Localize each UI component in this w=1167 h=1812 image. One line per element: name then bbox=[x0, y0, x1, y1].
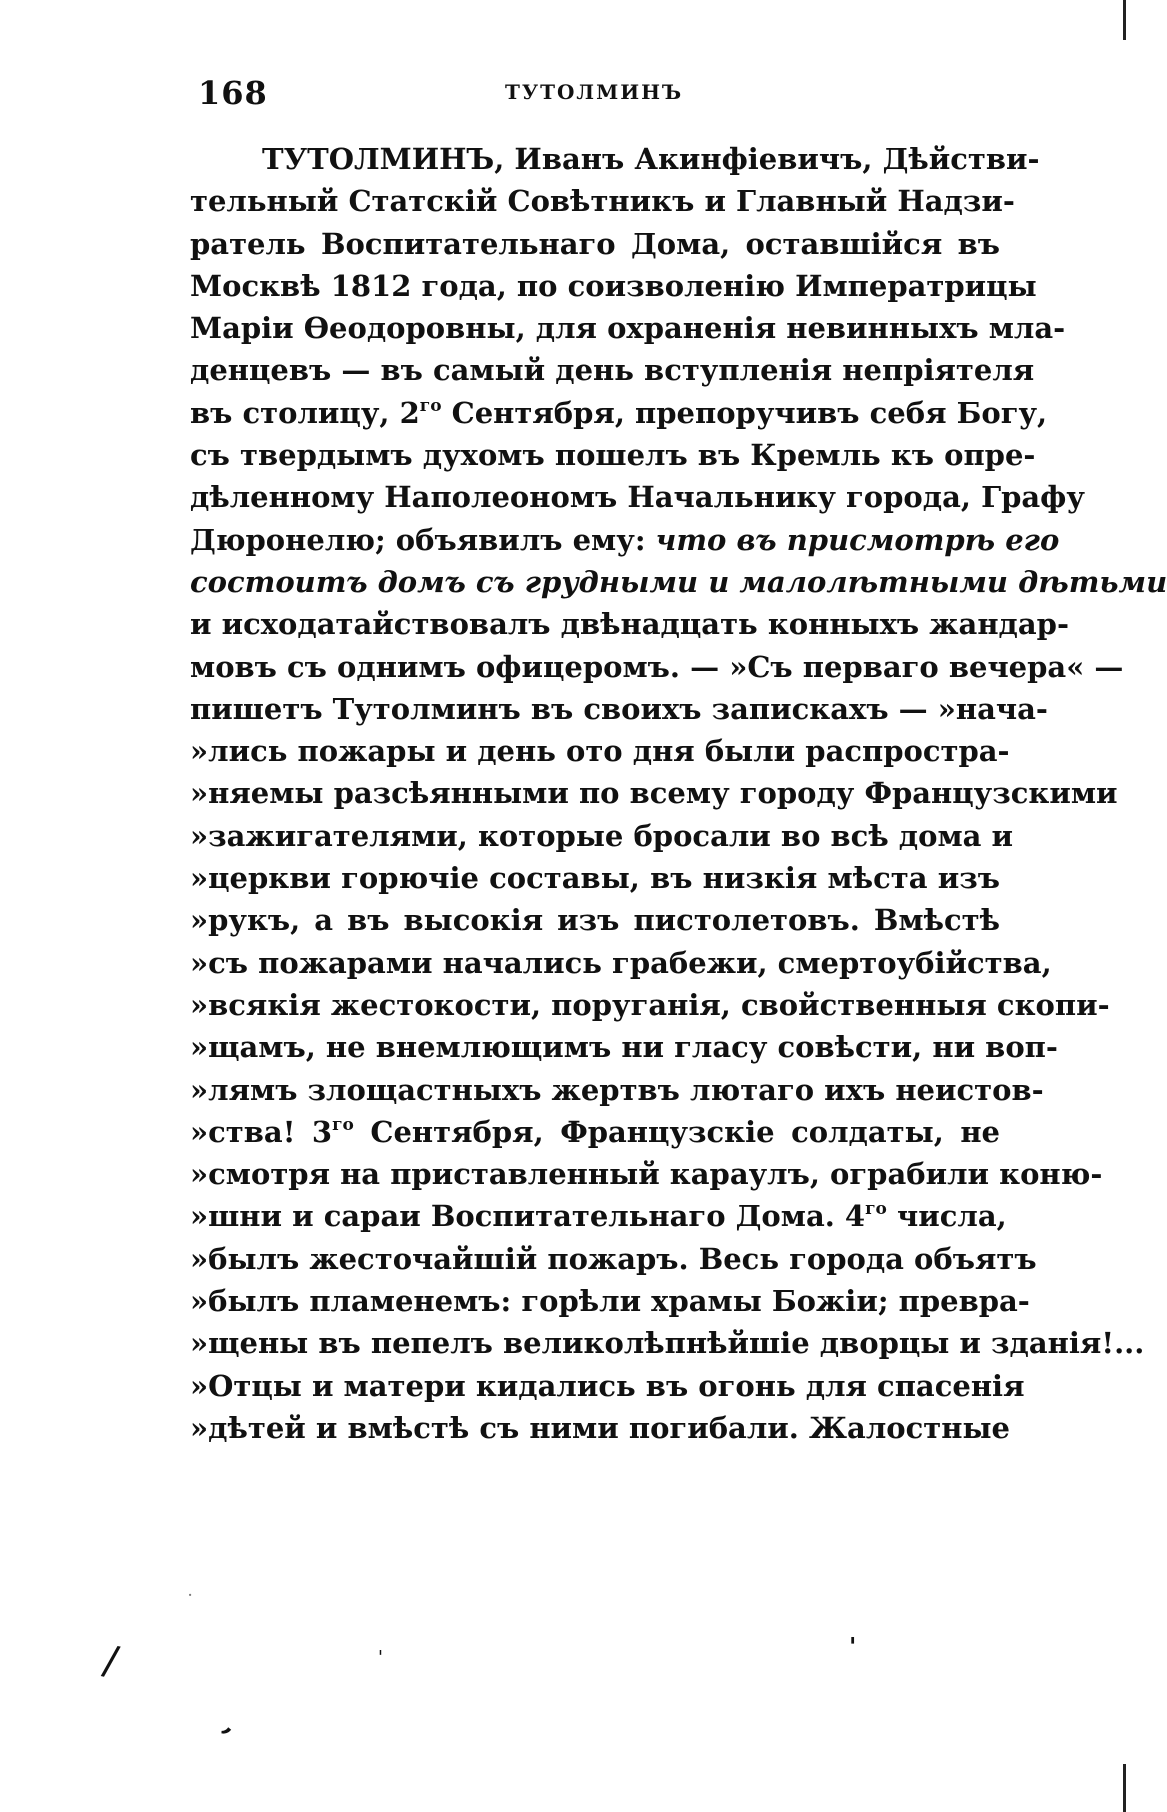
text-line: »былъ жесточайшій пожаръ. Весь города объятъ bbox=[190, 1241, 1037, 1276]
text-segment: числа, bbox=[886, 1199, 1007, 1234]
text-line bbox=[190, 1195, 1007, 1237]
text-segment: Сентября, Французскіе солдаты, не bbox=[353, 1114, 1000, 1149]
text-line-italic: состоитъ домъ съ грудными и малолѣтными дѣтьми bbox=[190, 564, 1167, 599]
text-line: »рукъ, а въ высокія изъ пистолетовъ. Вмѣстѣ bbox=[190, 903, 1000, 938]
text-segment: въ столицу, 2 bbox=[190, 395, 420, 430]
text-line: »няемы разсѣянными по всему городу Французскими bbox=[190, 776, 1118, 811]
text-line: »церкви горючіе составы, въ низкія мѣста изъ bbox=[190, 861, 1000, 896]
text-line: »щамъ, не внемлющимъ ни гласу совѣсти, ни воп- bbox=[190, 1030, 1058, 1065]
text-line: и исходатайствовалъ двѣнадцать конныхъ жандар- bbox=[190, 607, 1069, 642]
text-segment: Дюронелю; объявилъ ему: bbox=[190, 522, 646, 557]
text-line: »всякія жестокости, поруганія, свойственныя скопи- bbox=[190, 987, 1110, 1022]
text-line: ратель Воспитательнаго Дома, оставшійся въ bbox=[190, 226, 1000, 261]
text-line: »щены въ пепелъ великолѣпнѣйшіе дворцы и зданія!... bbox=[190, 1326, 1145, 1361]
superscript: го bbox=[332, 1114, 354, 1135]
text-line: съ твердымъ духомъ пошелъ въ Кремль къ опре- bbox=[190, 438, 1036, 473]
running-head: ТУТОЛМИНЪ bbox=[505, 80, 684, 104]
scan-mark-dot: ' bbox=[849, 1632, 857, 1661]
text-line: »смотря на приставленный караулъ, ограбили коню- bbox=[190, 1157, 1103, 1192]
text-segment: »ства! 3 bbox=[190, 1114, 333, 1149]
text-segment: Сентября, препоручивъ себя Богу, bbox=[441, 395, 1048, 430]
text-line: »лямъ злощастныхъ жертвъ лютаго ихъ неистов- bbox=[190, 1072, 1044, 1107]
text-line: »Отцы и матери кидались въ огонь для спасенія bbox=[190, 1368, 1025, 1403]
text-line bbox=[190, 519, 1060, 561]
text-line: пишетъ Тутолминъ въ своихъ запискахъ — »нача- bbox=[190, 691, 1048, 726]
scan-mark-slash: / bbox=[99, 1637, 123, 1685]
scan-mark-tick: ' bbox=[378, 1647, 383, 1668]
text-line: ТУТОЛМИНЪ, Иванъ Акинфіевичъ, Дѣйстви- bbox=[262, 142, 1040, 176]
body-text bbox=[190, 138, 1167, 1449]
text-line: »лись пожары и день ото дня были распростра- bbox=[190, 734, 1010, 769]
text-line: »съ пожарами начались грабежи, смертоубійства, bbox=[190, 945, 1052, 980]
text-line bbox=[190, 392, 1048, 434]
scan-mark-dot: , bbox=[218, 1708, 248, 1741]
text-line: »дѣтей и вмѣстѣ съ ними погибали. Жалостные bbox=[190, 1410, 1010, 1445]
page-number: 168 bbox=[198, 74, 268, 112]
text-line: мовъ съ однимъ офицеромъ. — »Съ перваго вечера« — bbox=[190, 649, 1124, 684]
text-line: »зажигателями, которые бросали во всѣ дома и bbox=[190, 818, 1014, 853]
text-line: дѣленному Наполеономъ Начальнику города, Графу bbox=[190, 480, 1085, 515]
text-line: »былъ пламенемъ: горѣли храмы Божіи; превра- bbox=[190, 1284, 1030, 1319]
superscript: го bbox=[419, 395, 442, 416]
text-segment: »шни и сараи Воспитательнаго Дома. 4 bbox=[190, 1199, 866, 1234]
text-line: Москвѣ 1812 года, по соизволенію Императрицы bbox=[190, 268, 1037, 303]
text-line: денцевъ — въ самый день вступленія непріятеля bbox=[190, 353, 1035, 388]
text-line: Маріи Ѳеодоровны, для охраненія невинныхъ мла- bbox=[190, 311, 1066, 346]
italic-segment: что въ присмотрѣ его bbox=[645, 522, 1060, 557]
superscript: го bbox=[865, 1199, 887, 1220]
text-line bbox=[190, 1111, 1000, 1153]
scan-edge-line bbox=[1123, 1764, 1126, 1812]
scan-edge-line bbox=[1123, 0, 1126, 40]
text-line: тельный Статскій Совѣтникъ и Главный Надзи- bbox=[190, 184, 1015, 219]
scan-mark-dot: · bbox=[188, 1588, 193, 1602]
